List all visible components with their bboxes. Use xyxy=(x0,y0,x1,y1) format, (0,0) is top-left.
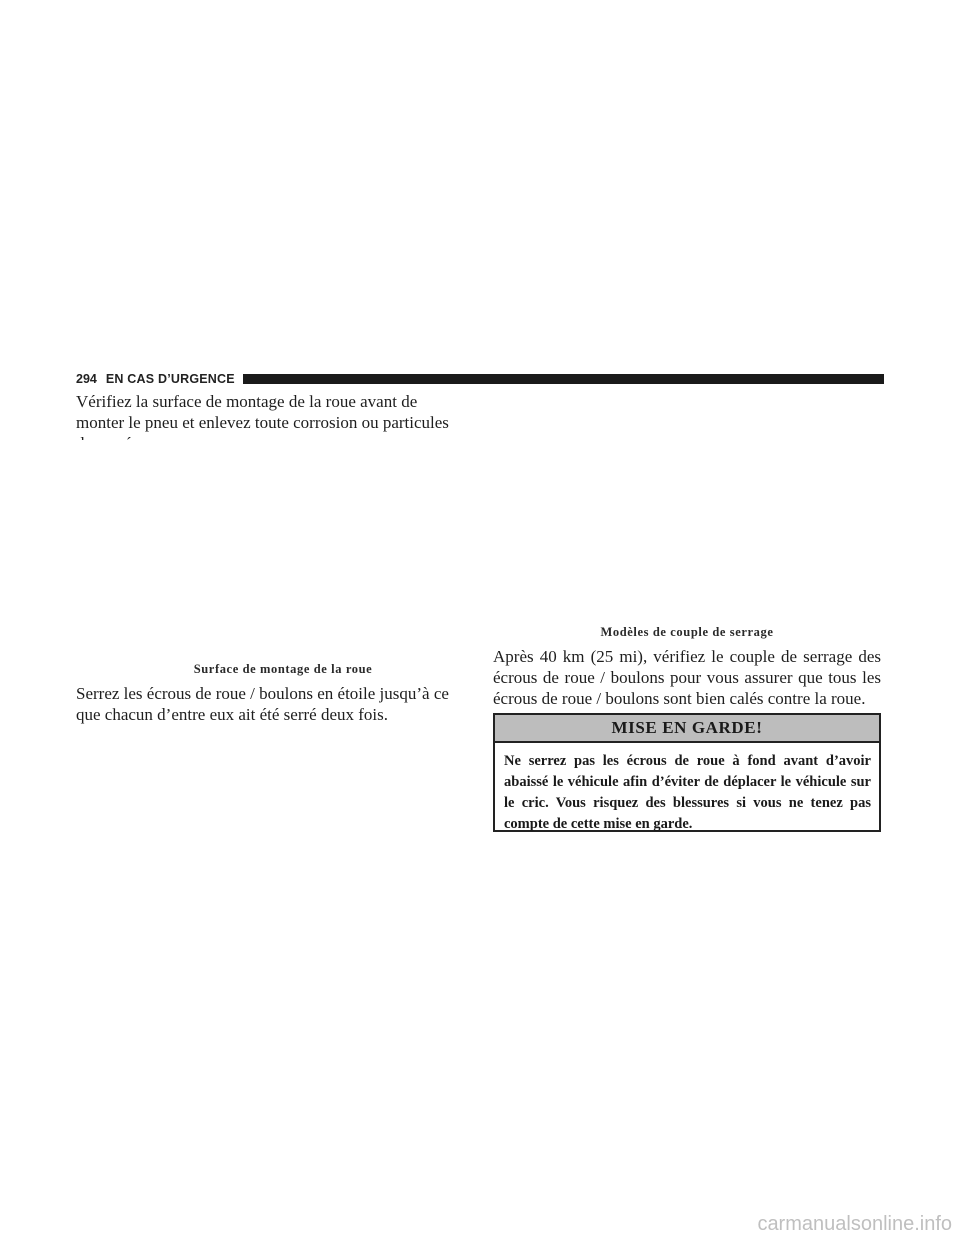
torque-pattern-figure xyxy=(493,391,881,617)
header-rule xyxy=(243,374,884,384)
figure-caption-mounting-surface: Surface de montage de la roue xyxy=(193,662,373,676)
warning-title: MISE EN GARDE! xyxy=(495,715,879,743)
intro-paragraph: Vérifiez la surface de montage de la roue avant de monter le pneu et enlevez toute corrosion ou particules xyxy=(76,392,449,432)
warning-box xyxy=(493,713,881,832)
section-title: EN CAS D’URGENCE xyxy=(105,372,235,386)
page-header xyxy=(76,371,884,387)
figure-caption-torque-patterns: Modèles de couple de serrage xyxy=(600,625,774,639)
torque-check-paragraph: Après 40 km (25 mi), vérifiez le couple de serrage des écrous de roue / boulons pour vous assurer que tous les écrous de roue / boulons sont bien calés contre la roue. xyxy=(493,647,881,708)
warning-text: Ne serrez pas les écrous de roue à fond avant d’avoir abaissé le véhicule afin d’éviter de déplacer le véhicule sur le cric. Vous risquez des blessures si vous ne tenez pas compte de cette mise en garde. xyxy=(504,753,871,832)
tightening-paragraph: Serrez les écrous de roue / boulons en étoile jusqu’à ce que chacun d’entre eux ait été serré deux fois. xyxy=(76,684,449,724)
wheel-mounting-surface-figure xyxy=(76,440,468,654)
watermark: carmanualsonline.info xyxy=(757,1213,952,1235)
page-number: 294 xyxy=(76,372,97,386)
